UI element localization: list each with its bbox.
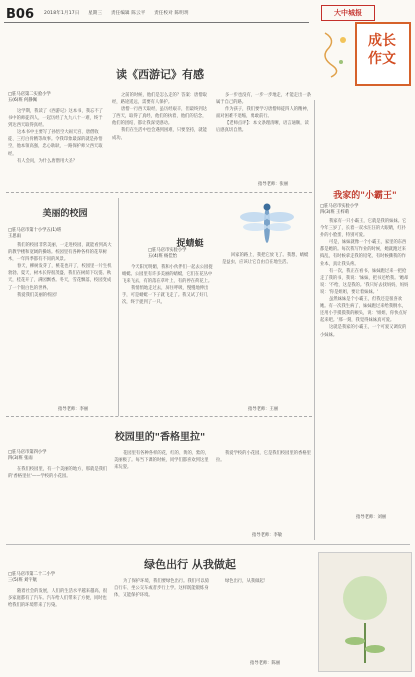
paragraph: 有一次，我正在看书，妹妹跑过来一把抢走了我的书，我说：'妹妹，把书还给我。'她却说：'不给，这是我的。'我只好去找妈妈，妈妈说：'你是姐姐，要让着妹妹。' [320,268,409,295]
article-body-xiyouji-col1 [8,108,106,188]
paragraph: 这就是我家的小霸王，一个可爱又调皮的小妹妹。 [320,325,407,338]
article-title-xiaoyuan: 美丽的校园 [42,209,88,219]
newspaper-logo: 大中城报 [321,5,375,21]
leaf-illustration-icon [319,553,411,671]
article-body-zhuoqingting-col1 [122,264,216,414]
paragraph: 我悄悄地走过去，屏住呼吸，慢慢地伸出手，可是蜻蜓一下子就飞走了。我又试了好几次，终于捉到了一只。 [122,286,209,306]
article-byline-xiangge [8,450,46,462]
decorative-wave-icon [323,28,351,78]
article-byline-lvse [8,572,55,584]
paragraph: 我爱我们美丽的校园！ [17,292,60,298]
article-body-xiangge-col2 [114,450,210,540]
page-number: B06 [6,7,34,22]
article-title-zhuoqingting: 捉蜻蜓 [176,239,204,249]
paragraph: 为了保护环境，我们要绿色出行。我们可以骑自行车、坐公交车或者步行上学。这样既能锻炼身体，又能保护环境。 [114,579,209,599]
teacher-note-xiangge: 指导老师：李敏 [252,533,283,538]
byline-school: □驻马店市实验小学 [148,248,187,253]
byline-author: 四(3)班 王梓萌 [320,210,349,215]
byline-author: 五(6)班 何静佩 [8,98,37,103]
paragraph: 之前的时候，他们是怎么走的？答案：唐僧取经，路途遥远，需要有人保护。 [112,93,207,106]
decorative-illustration [318,552,412,672]
section-divider [6,544,410,545]
editor: 责任编辑 陈云平 [110,11,146,16]
paragraph: 花园里有各种各样的花，红的、黄的、紫的，美丽极了。每当下课的时候，同学们都喜欢到这里来玩耍。 [114,451,209,471]
proofreader: 责任校对 陈明玥 [154,11,189,16]
teacher-note-xiaobawang: 指导老师：刘丽 [356,515,387,520]
article-title-xiangge: 校园里的"香格里拉" [114,432,206,443]
section-divider [6,416,312,417]
byline-author: 四(3)班 张雨 [8,456,33,461]
byline-school: □驻马店市第二十二小学 [8,572,56,577]
article-byline-zhuoqingting [148,248,186,260]
paragraph: 我们的校园非常美丽，一走进校园，就能看到高大的教学楼和宽阔的操场。校园里有各种各样的花草树木，一年四季都有不同的风景。 [8,243,112,263]
paragraph: 绿色出行，从我做起！ [225,579,268,584]
section-divider [6,192,312,193]
article-body-xiangge-col1 [8,466,108,542]
article-title-xiyouji: 读《西游记》有感 [116,68,204,81]
byline-school: □驻马店市第四小学 [8,450,47,455]
article-title-xiaobawang: 我家的"小霸王" [333,191,397,201]
article-byline-xiaoyuan [8,228,61,240]
header-rule [4,22,309,23]
paragraph: 唐僧一行西天取经，虽历经艰辛，但最终到达了西天，取得了真经，他们的执着，他们的信念，他们的团结，都让我深受感动。 [112,107,207,127]
paragraph: 我家有一只小霸王，它就是我的妹妹。它今年三岁了，长着一双水汪汪的大眼睛，红扑扑的小脸蛋，特别可爱。 [320,219,407,239]
byline-school: □驻马店第二实验小学 [8,92,51,97]
article-body-lvse-col1 [8,588,108,672]
byline-school: □驻马店市实验小学 [320,204,359,209]
paragraph: 【老师点评】：本文条理清晰，语言通顺，读后感真切自然。 [216,121,309,134]
byline-school: □驻马店市第十小学五(1)班 [8,228,62,233]
paragraph: 有人会问，为什么唐僧用大圣？ [17,158,78,164]
column-title: 成长作文 [368,33,396,67]
issue-meta [44,10,196,16]
paragraph: 我们在生活中也会遇到困难，只要坚持，就能成功。 [112,128,207,141]
dragonfly-icon [232,200,302,250]
teacher-note-xiyouji: 指导老师：张丽 [258,182,289,187]
column-divider [118,198,119,416]
article-body-lvse-col2 [114,578,210,672]
paragraph: 这本书中主要写了孙悟空大闹天宫、唐僧收徒、三打白骨精等故事。令我印象最深的就是孙悟空，他本领高强，忠心耿耿，一路保护师父西天取经。 [8,130,103,157]
paragraph: 这学期，我读了《西游记》这本书，我忘不了书中的师徒四人，一起历经了九九八十一难，终于到达西天取得真经。 [8,109,103,129]
paragraph: 我爱学校的小花园，它是我们校园里的香格里拉。 [216,451,311,464]
byline-author: 王思雨 [8,234,21,239]
article-body-xiaobawang [320,218,410,510]
article-body-xiyouji-col2 [112,92,210,188]
paragraph: 作为孩子，我们要学习唐僧师徒四人的精神，面对困难不退缩，勇敢前行。 [216,107,311,120]
paragraph: 多一步也没有，一步一步地走，才能走出一条属于自己的路。 [216,93,311,106]
teacher-note-zhuoqingting: 指导老师：王丽 [248,407,279,412]
teacher-note-xiaoyuan: 指导老师：李丽 [58,407,89,412]
paragraph: 随着社会的发展，人们的生活水平越来越高，很多家庭都有了汽车。汽车给人们带来了方便，同时也给我们的环境带来了污染。 [8,589,108,609]
paragraph: 虽然妹妹是个小霸王，但我还是很喜欢她。有一次我生病了，妹妹跑过来给我倒水，还用小手摸摸我的额头，说：'姐姐，你快点好起来吧。'那一刻，我觉得妹妹真可爱。 [320,297,408,324]
article-body-xiyouji-col3 [216,92,312,178]
article-byline-xiaobawang [320,204,358,216]
byline-author: 五(4)班 杨佳怡 [148,254,177,259]
paragraph: 可是，妹妹就像一个小霸王，家里的东西都是她的。每次我写作业的时候，她就跑过来捣乱，有时候拿走我的铅笔，有时候撕我的作业本，真让我头疼。 [320,240,407,267]
issue-date: 2018年1月17日 [44,11,80,16]
column-divider [314,100,315,540]
article-body-zhuoqingting-col2 [222,252,312,402]
article-body-xiaoyuan [8,242,114,404]
article-title-lvse: 绿色出行 从我做起 [144,558,236,571]
paragraph: 在我们校园里，有一个美丽的地方，那就是我们的'香格里拉'——学校的小花园。 [8,467,108,480]
byline-author: 三(5)班 刘宇航 [8,578,37,583]
article-byline-xiyouji [8,92,51,104]
article-body-lvse-col3 [216,578,312,652]
paragraph: 回家的路上，我把它放飞了。我想，蜻蜓是益虫，应该让它自由自在地生活。 [222,253,309,266]
paragraph: 今天阳光明媚，我和小伙伴们一起去公园捉蜻蜓。公园里有许多美丽的蜻蜓，它们在花丛中飞来飞去，有的落在草叶上，有的停在荷花上。 [122,265,213,285]
paragraph: 春天，柳树发芽了，桃花也开了，校园里一片生机勃勃。夏天，树木长得很茂盛，我们在树荫下玩耍。秋天，桂花开了，满园飘香。冬天，雪花飘落，校园变成了一个银白色的世界。 [8,264,112,291]
teacher-note-lvse: 指导老师：陈丽 [250,661,281,666]
article-body-xiangge-col3 [216,450,312,530]
issue-weekday: 星期三 [88,11,103,16]
